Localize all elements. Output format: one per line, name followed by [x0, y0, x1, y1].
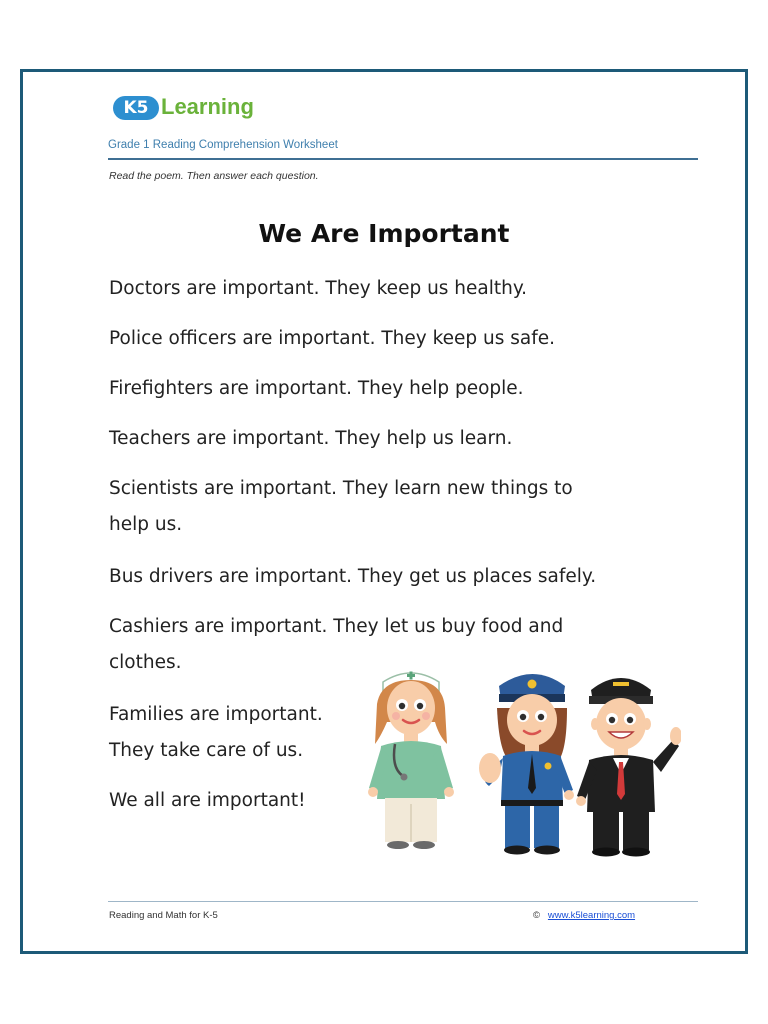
k5-learning-logo[interactable]: [113, 92, 273, 126]
pilot-figure: [576, 678, 681, 857]
poem-line: Cashiers are important. They let us buy food and: [109, 616, 564, 637]
footer-website-link[interactable]: www.k5learning.com: [547, 910, 636, 921]
poem-line: They take care of us.: [109, 740, 304, 761]
footer-divider: [108, 901, 698, 902]
police-officer-figure: [479, 674, 574, 855]
poem-line: We all are important!: [109, 790, 306, 811]
poem-line: Doctors are important. They keep us healthy.: [109, 278, 528, 299]
poem-title: We Are Important: [258, 219, 510, 248]
worksheet-subtitle: Grade 1 Reading Comprehension Worksheet: [108, 139, 338, 151]
worksheet-page: [20, 69, 748, 954]
poem-line: help us.: [109, 514, 183, 535]
community-helpers-illustration: [351, 664, 681, 874]
footer-copyright: [533, 910, 635, 921]
logo-badge: K5: [113, 96, 159, 120]
logo-word: Learning: [161, 94, 254, 119]
poem-line: Police officers are important. They keep us safe.: [109, 328, 556, 349]
poem-line: Scientists are important. They learn new things to: [109, 478, 573, 499]
worksheet-instructions: Read the poem. Then answer each question.: [109, 170, 319, 182]
copyright-symbol: ©: [533, 910, 540, 921]
poem-line: Firefighters are important. They help people.: [109, 378, 524, 399]
poem-line: Families are important.: [109, 704, 323, 725]
footer-tagline: Reading and Math for K-5: [109, 910, 218, 921]
poem-line: clothes.: [109, 652, 182, 673]
header-divider: [108, 158, 698, 160]
poem-line: Bus drivers are important. They get us places safely.: [109, 566, 597, 587]
nurse-figure: [368, 672, 454, 850]
poem-line: Teachers are important. They help us learn.: [109, 428, 513, 449]
